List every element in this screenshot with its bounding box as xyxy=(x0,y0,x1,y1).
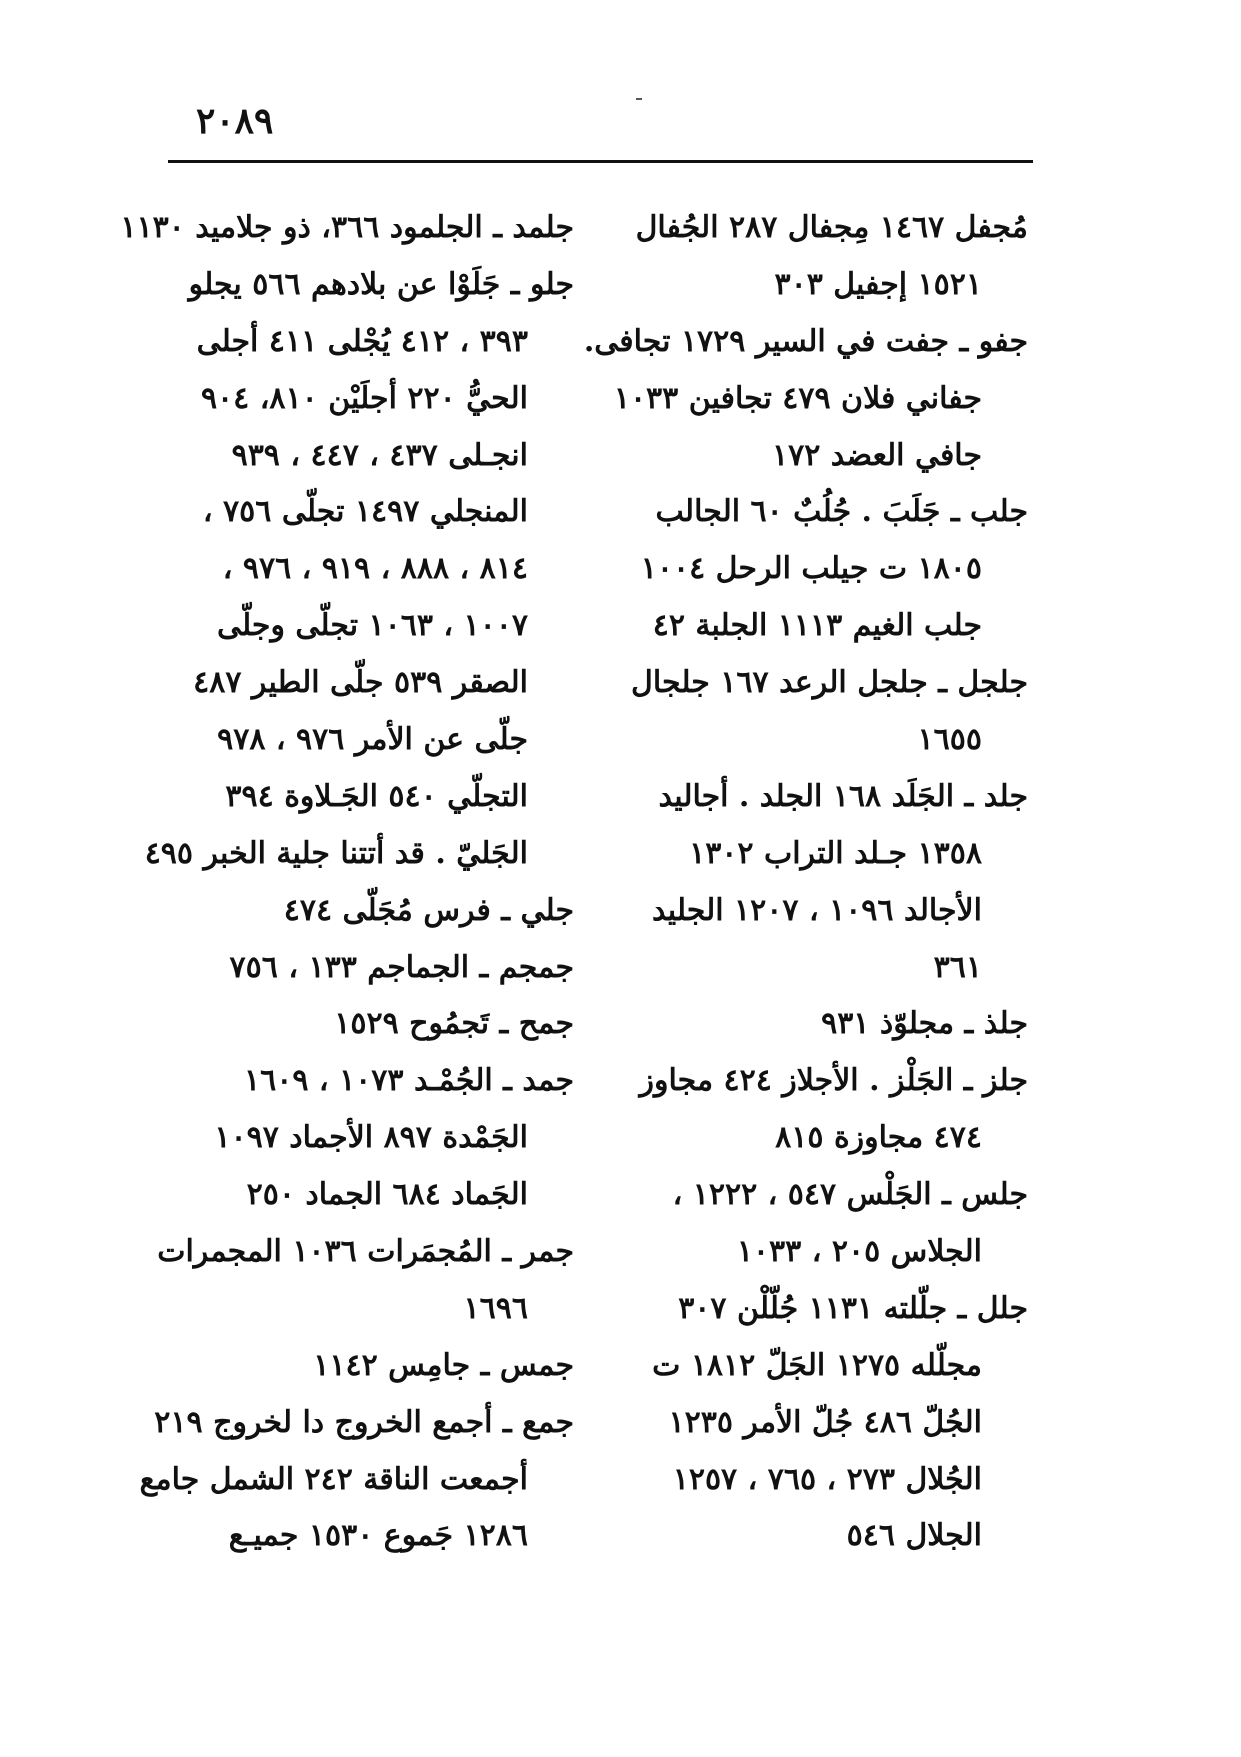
index-line: الجَليّ . قد أتتنا جلية الخبر ٤٩٥ xyxy=(144,835,528,871)
index-line: مُجفل ١٤٦٧ مِجفال ٢٨٧ الجُفال xyxy=(635,210,1028,245)
header-rule xyxy=(168,160,1033,163)
index-line: ١٨٠٥ ت جيلب الرحل ١٠٠٤ xyxy=(640,551,982,587)
index-line: ١٣٥٨ جـلد التراب ١٣٠٢ xyxy=(689,835,982,871)
index-line: مجلّله ١٢٧٥ الجَلّ ١٨١٢ ت xyxy=(652,1347,982,1383)
index-line: جافي العضد ١٧٢ xyxy=(772,437,982,473)
index-line: ١٢٨٦ جَموع ١٥٣٠ جميـع xyxy=(228,1518,528,1554)
index-line: جلس ـ الجَلْس ٥٤٧ ، ١٢٢٢ ، xyxy=(672,1177,1028,1213)
index-line: جلي ـ فرس مُجَلّى ٤٧٤ xyxy=(283,892,574,928)
index-line: جلل ـ جلّلته ١١٣١ جُلّلْن ٣٠٧ xyxy=(678,1290,1028,1326)
index-line: أجمعت الناقة ٢٤٢ الشمل جامع xyxy=(139,1461,528,1497)
index-line: ١٦٥٥ xyxy=(917,722,982,758)
index-line: جفو ـ جفت في السير ١٧٢٩ تجافى. xyxy=(583,323,1028,359)
index-line: ٣٦١ xyxy=(933,949,982,985)
index-line: ١٥٢١ إجفيل ٣٠٣ xyxy=(774,266,982,302)
index-line: جلد ـ الجَلَد ١٦٨ الجلد . أجاليد xyxy=(658,778,1028,814)
index-line: جلو ـ جَلَوْا عن بلادهم ٥٦٦ يجلو xyxy=(188,266,574,302)
right-column xyxy=(583,200,1028,1565)
index-line: جفاني فلان ٤٧٩ تجافين ١٠٣٣ xyxy=(613,380,982,416)
index-line: جمع ـ أجمع الخروج دا لخروج ٢١٩ xyxy=(154,1404,574,1440)
index-line: الجلاس ٢٠٥ ، ١٠٣٣ xyxy=(736,1234,982,1270)
left-column xyxy=(120,200,574,1565)
index-line: ٤٧٤ مجاوزة ٨١٥ xyxy=(775,1120,982,1156)
index-line: جمد ـ الجُمْـد ١٠٧٣ ، ١٦٠٩ xyxy=(244,1063,574,1099)
index-line: جلذ ـ مجلوّذ ٩٣١ xyxy=(821,1006,1028,1042)
index-line: ٨١٤ ، ٨٨٨ ، ٩١٩ ، ٩٧٦ ، xyxy=(222,551,528,587)
index-line: ٣٩٣ ، ٤١٢ يُجْلى ٤١١ أجلى xyxy=(196,323,528,359)
index-line: انجـلى ٤٣٧ ، ٤٤٧ ، ٩٣٩ xyxy=(231,437,528,473)
index-line: جلمد ـ الجلمود ٣٦٦، ذو جلاميد ١١٣٠ xyxy=(120,210,574,245)
index-line: جلّى عن الأمر ٩٧٦ ، ٩٧٨ xyxy=(217,722,528,758)
index-line: التجلّي ٥٤٠ الجَـلاوة ٣٩٤ xyxy=(225,778,528,814)
index-line: الجَمْدة ٨٩٧ الأجماد ١٠٩٧ xyxy=(214,1120,528,1156)
index-line: جلب الغيم ١١١٣ الجلبة ٤٢ xyxy=(652,608,982,644)
index-line: جمس ـ جامِس ١١٤٢ xyxy=(313,1347,574,1383)
index-line: الجلال ٥٤٦ xyxy=(846,1518,982,1554)
index-line: جلب ـ جَلَبَ . جُلُبٌ ٦٠ الجالب xyxy=(655,494,1028,530)
index-line: الجُلال ٢٧٣ ، ٧٦٥ ، ١٢٥٧ xyxy=(672,1461,982,1497)
index-line: جلز ـ الجَلْز . الأجلاز ٤٢٤ مجاوز xyxy=(639,1063,1028,1099)
index-line: ١٠٠٧ ، ١٠٦٣ تجلّى وجلّى xyxy=(217,608,528,644)
index-line: جمجم ـ الجماجم ١٣٣ ، ٧٥٦ xyxy=(229,949,574,985)
index-line: جمر ـ المُجمَرات ١٠٣٦ المجمرات xyxy=(157,1234,574,1270)
index-line: الجَماد ٦٨٤ الجماد ٢٥٠ xyxy=(246,1177,528,1213)
page-number: ٢٠٨٩ xyxy=(196,100,274,142)
index-line: ١٦٩٦ xyxy=(463,1290,528,1326)
index-line: جلجل ـ جلجل الرعد ١٦٧ جلجال xyxy=(631,665,1028,701)
index-line: الصقر ٥٣٩ جلّى الطير ٤٨٧ xyxy=(193,665,528,701)
stray-mark xyxy=(636,98,642,100)
index-line: الحيُّ ٢٢٠ أجلَيْن ٨١٠، ٩٠٤ xyxy=(200,380,528,416)
index-line: الجُلّ ٤٨٦ جُلّ الأمر ١٢٣٥ xyxy=(668,1404,982,1440)
index-line: جمح ـ تَجمُوح ١٥٢٩ xyxy=(334,1006,574,1042)
index-line: الأجالد ١٠٩٦ ، ١٢٠٧ الجليد xyxy=(652,892,982,928)
index-line: المنجلي ١٤٩٧ تجلّى ٧٥٦ ، xyxy=(202,494,528,530)
